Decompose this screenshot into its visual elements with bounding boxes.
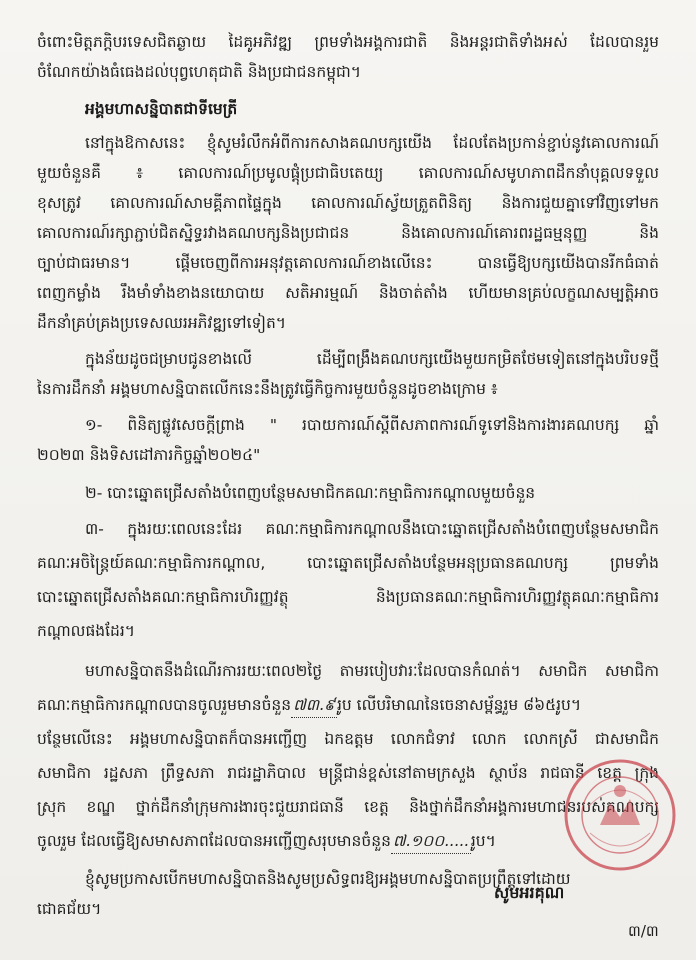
closing-thanks: សូមអរគុណ	[494, 883, 565, 902]
text-line: ស្រុក ខណ្ឌ ថ្នាក់ដឹកនាំក្រុមការងារចុះជួយរាជធានី ខេត្ត និងថ្នាក់ដឹកនាំអង្គការមហាជនរបស់គណបក្ស	[37, 798, 659, 816]
text-line: សមាជិកា រដ្ឋសភា ព្រឹទ្ធសភា រាជរដ្ឋាភិបាល មន្ត្រីជាន់ខ្ពស់នៅតាមក្រសួង ស្ថាប័ន រាជធានី ខេត្ត ក្រុង	[37, 764, 659, 782]
text-line: កណ្តាលផងដែរ។	[37, 622, 136, 640]
text-line: ជោគជ័យ។	[37, 900, 102, 918]
attendance-line	[37, 693, 659, 718]
text-line: ចំពោះមិត្តភក្តិបរទេសជិតឆ្ងាយ ដៃគូអភិវឌ្ឍ ព្រមទាំងអង្គការជាតិ និងអន្តរជាតិទាំងអស់ ដែលបានរួម	[37, 33, 659, 51]
attendance-text-rest: រូប លើបរិមាណនៃចេនាសម្ព័ន្ធរួម ៨៦៥រូប។	[336, 696, 582, 714]
text-line: មួយចំនួនគឺ ៖ គោលការណ៍ប្រមូលផ្តុំប្រជាធិបតេយ្យ គោលការណ៍សមូហភាពដឹកនាំបុគ្គលទទួល	[37, 164, 659, 182]
agenda-item-3: ៣- ក្នុងរយៈពេលនេះដែរ គណៈកម្មាធិការកណ្តាលនឹងបោះឆ្នោតជ្រើសតាំងបំពេញបន្ថែមសមាជិក	[85, 520, 659, 538]
text-line: ខុសត្រូវ គោលការណ៍សាមគ្គីភាពផ្ទៃក្នុង គោលការណ៍ស្វ័យត្រួតពិនិត្យ និងការជួយគ្នាទៅវិញទៅមក	[37, 194, 659, 212]
text-line: ច្បាប់ជាធរមាន។ ផ្តើមចេញពីការអនុវត្តគោលការណ៍ខាងលើនេះ បានធ្វើឱ្យបក្សយើងបានរីកធំធាត់	[37, 254, 659, 272]
text-line: បន្ថែមលើនេះ អង្គមហាសន្និបាតក៏បានអញ្ជើញ ឯកឧត្តម លោកជំទាវ លោក លោកស្រី ជាសមាជិក	[37, 730, 659, 748]
agenda-item-2: ២- បោះឆ្នោតជ្រើសតាំងបំពេញបន្ថែមសមាជិកគណៈកម្មាធិការកណ្តាលមួយចំនួន	[85, 484, 536, 502]
text-line: គោលការណ៍រក្សាភ្ជាប់ជិតស្និទ្ធរវាងគណបក្សនិងប្រជាជន និងគោលការណ៍គោរពរដ្ឋធម្មនុញ្ញ និង	[37, 224, 659, 242]
text-line: គណៈអចិន្ត្រៃយ៍គណៈកម្មាធិការកណ្តាល, បោះឆ្នោតជ្រើសតាំងបន្ថែមអនុប្រធានគណបក្ស ព្រមទាំង	[37, 554, 659, 572]
invited-text-rest: រូប។	[470, 832, 496, 850]
handwritten-count-2: ៧.១០០.....	[391, 829, 471, 854]
text-line: ពេញកម្លាំង រឹងមាំទាំងខាងនយោបាយ សតិអារម្មណ៍ និងចាត់តាំង ហើយមានគ្រប់លក្ខណសម្បត្តិអាច	[37, 284, 659, 302]
text-line: មហាសន្និបាតនឹងដំណើរការរយៈពេល២ថ្ងៃ តាមរបៀបវារៈដែលបានកំណត់។ សមាជិក សមាជិកា	[85, 662, 659, 680]
handwritten-count-1: ៧៣.៩	[291, 693, 337, 718]
text-line: ចំណែកយ៉ាងធំធេងដល់បុព្វហេតុជាតិ និងប្រជាជនកម្ពុជា។	[37, 63, 362, 81]
agenda-item-1: ១- ពិនិត្យផ្លូវសេចក្តីព្រាង " របាយការណ៍ស្តីពីសភាពការណ៍ទូទៅនិងការងារគណបក្ស ឆ្នាំ	[85, 416, 659, 434]
text-line: ២០២៣ និងទិសដៅភារកិច្ចឆ្នាំ២០២៤"	[37, 446, 261, 464]
text-line: ក្នុងន័យដូចជម្រាបជូនខាងលើ ដើម្បីពង្រឹងគណបក្សយើងមួយកម្រិតថែមទៀតនៅក្នុងបរិបទថ្មី	[85, 350, 659, 368]
party-seal-icon	[560, 755, 680, 875]
text-line: បោះឆ្នោតជ្រើសតាំងគណៈកម្មាធិការហិរញ្ញវត្ថុ និងប្រធានគណៈកម្មាធិការហិរញ្ញវត្ថុគណៈកម្មាធិការ	[37, 588, 659, 606]
page-number: ៣/៣	[628, 922, 659, 940]
attendance-text: គណៈកម្មាធិការកណ្តាលបានចូលរួមមានចំនួន	[37, 696, 292, 714]
text-line: ដឹកនាំគ្រប់គ្រងប្រទេសឈរអភិវឌ្ឍទៅទៀត។	[37, 314, 286, 332]
salutation-heading: អង្គមហាសន្និបាតជាទីមេត្រី	[85, 100, 238, 118]
text-line: នៃការដឹកនាំ អង្គមហាសន្និបាតលើកនេះនឹងត្រូវធ្វើកិច្ចការមួយចំនួនដូចខាងក្រោម ៖	[37, 380, 498, 398]
invited-text: ចូលរួម ដែលធ្វើឱ្យសមាសភាពដែលបានអញ្ជើញសរុបមានចំនួន	[37, 832, 391, 850]
text-line: ខ្ញុំសូមប្រកាសបើកមហាសន្និបាតនិងសូមប្រសិទ្ធពរឱ្យអង្គមហាសន្និបាតប្រព្រឹត្តទៅដោយ	[85, 870, 571, 888]
text-line: នៅក្នុងឱកាសនេះ ខ្ញុំសូមរំលឹកអំពីការកសាងគណបក្សយើង ដែលតែងប្រកាន់ខ្ជាប់នូវគោលការណ៍	[85, 134, 659, 152]
